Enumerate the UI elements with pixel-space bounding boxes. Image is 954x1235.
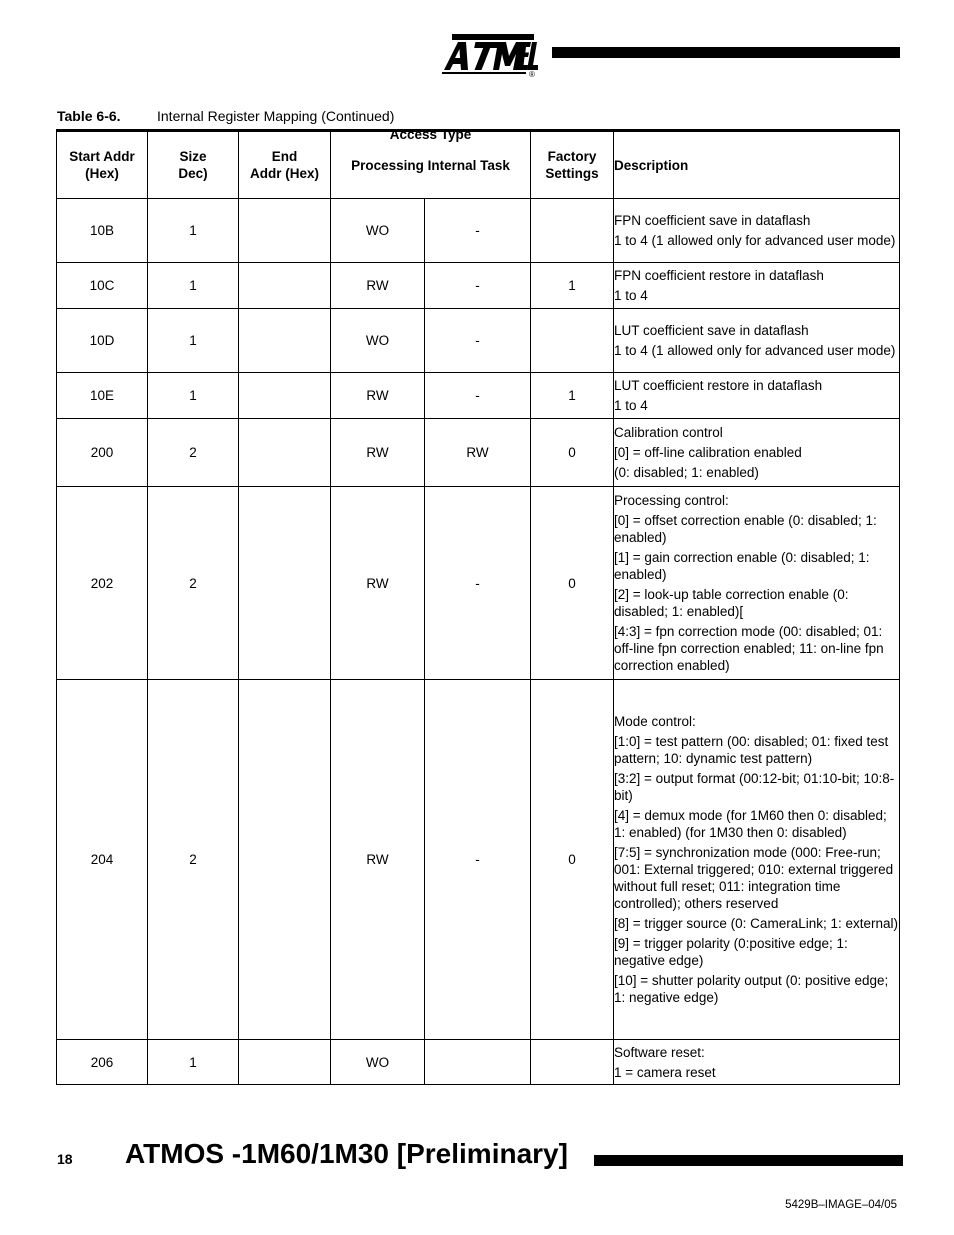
description-cell bbox=[614, 487, 900, 680]
processing-cell: RW bbox=[331, 419, 425, 487]
description-line: LUT coefficient save in dataflash bbox=[614, 323, 809, 338]
doc-title: ATMOS -1M60/1M30 [Preliminary] bbox=[125, 1138, 568, 1169]
internal-task-cell bbox=[425, 1040, 531, 1085]
size-cell: 1 bbox=[148, 1040, 239, 1085]
access-sub-label: Processing Internal Task bbox=[351, 157, 510, 173]
start-addr-cell: 10E bbox=[57, 373, 148, 419]
start-addr-cell: 200 bbox=[57, 419, 148, 487]
col-end-addr: End Addr (Hex) bbox=[239, 131, 331, 199]
description-cell bbox=[614, 373, 900, 419]
description-cell bbox=[614, 199, 900, 263]
processing-cell: WO bbox=[331, 309, 425, 373]
description-line: [1:0] = test pattern (00: disabled; 01: fixed test pattern; 10: dynamic test pattern) bbox=[614, 734, 889, 766]
description-line: Processing control: bbox=[614, 493, 729, 508]
start-addr-cell: 204 bbox=[57, 680, 148, 1040]
processing-cell: RW bbox=[331, 680, 425, 1040]
factory-cell bbox=[531, 309, 614, 373]
processing-cell: RW bbox=[331, 487, 425, 680]
description-line: 1 to 4 bbox=[614, 288, 648, 303]
description-line: [2] = look-up table correction enable (0: disabled; 1: enabled)[ bbox=[614, 587, 849, 619]
description-line: [0] = off-line calibration enabled bbox=[614, 445, 802, 460]
description-line: [9] = trigger polarity (0:positive edge; 1: negative edge) bbox=[614, 936, 848, 968]
processing-cell: RW bbox=[331, 373, 425, 419]
factory-cell: 1 bbox=[531, 263, 614, 309]
description-cell bbox=[614, 263, 900, 309]
doc-code: 5429B–IMAGE–04/05 bbox=[785, 1199, 897, 1211]
description-line: 1 to 4 (1 allowed only for advanced user mode) bbox=[614, 343, 896, 358]
size-cell: 2 bbox=[148, 487, 239, 680]
col-description: Description bbox=[614, 131, 900, 199]
table-row bbox=[57, 373, 900, 419]
size-cell: 1 bbox=[148, 263, 239, 309]
end-addr-cell bbox=[239, 373, 331, 419]
description-line: LUT coefficient restore in dataflash bbox=[614, 378, 823, 393]
description-line: [8] = trigger source (0: CameraLink; 1: external) bbox=[614, 916, 899, 931]
internal-task-cell: - bbox=[425, 373, 531, 419]
end-addr-cell bbox=[239, 263, 331, 309]
internal-task-cell: - bbox=[425, 199, 531, 263]
end-addr-cell bbox=[239, 419, 331, 487]
end-addr-cell bbox=[239, 487, 331, 680]
description-line: [3:2] = output format (00:12-bit; 01:10-bit; 10:8-bit) bbox=[614, 771, 895, 803]
table-title: Internal Register Mapping (Continued) bbox=[157, 108, 395, 124]
description-line: (0: disabled; 1: enabled) bbox=[614, 465, 759, 480]
register-table bbox=[56, 126, 900, 1085]
col-start-addr: Start Addr (Hex) bbox=[57, 131, 148, 199]
processing-cell: WO bbox=[331, 199, 425, 263]
factory-cell: 0 bbox=[531, 487, 614, 680]
processing-cell: RW bbox=[331, 263, 425, 309]
table-row bbox=[57, 199, 900, 263]
description-line: 1 = camera reset bbox=[614, 1064, 716, 1080]
table-row bbox=[57, 309, 900, 373]
size-cell: 1 bbox=[148, 309, 239, 373]
processing-cell: WO bbox=[331, 1040, 425, 1085]
header-rule bbox=[552, 47, 900, 58]
factory-cell bbox=[531, 199, 614, 263]
factory-cell bbox=[531, 1040, 614, 1085]
table-number: Table 6-6. bbox=[57, 108, 121, 124]
table-row bbox=[57, 1040, 900, 1085]
factory-cell: 0 bbox=[531, 419, 614, 487]
internal-task-cell: RW bbox=[425, 419, 531, 487]
description-line: Mode control: bbox=[614, 714, 696, 729]
factory-cell: 0 bbox=[531, 680, 614, 1040]
col-size: Size Dec) bbox=[148, 131, 239, 199]
end-addr-cell bbox=[239, 199, 331, 263]
description-line: Software reset: bbox=[614, 1044, 705, 1060]
size-cell: 1 bbox=[148, 199, 239, 263]
description-line: [4] = demux mode (for 1M60 then 0: disabled; 1: enabled) (for 1M30 then 0: disabled) bbox=[614, 808, 887, 840]
description-line: 1 to 4 bbox=[614, 398, 648, 413]
description-line: FPN coefficient save in dataflash bbox=[614, 213, 811, 228]
description-line: [10] = shutter polarity output (0: positive edge; 1: negative edge) bbox=[614, 973, 889, 1005]
table-row bbox=[57, 263, 900, 309]
description-cell bbox=[614, 419, 900, 487]
table-row bbox=[57, 419, 900, 487]
description-cell bbox=[614, 680, 900, 1040]
description-cell bbox=[614, 309, 900, 373]
page-number: 18 bbox=[57, 1151, 73, 1167]
internal-task-cell: - bbox=[425, 263, 531, 309]
description-line: [0] = offset correction enable (0: disabled; 1: enabled) bbox=[614, 513, 877, 545]
col-access-type bbox=[331, 126, 531, 199]
footer-rule bbox=[594, 1155, 903, 1166]
table-row bbox=[57, 487, 900, 680]
access-type-label: Access Type bbox=[389, 126, 472, 142]
end-addr-cell bbox=[239, 309, 331, 373]
end-addr-cell bbox=[239, 1040, 331, 1085]
description-line: [1] = gain correction enable (0: disabled; 1: enabled) bbox=[614, 550, 870, 582]
internal-task-cell: - bbox=[425, 680, 531, 1040]
start-addr-cell: 202 bbox=[57, 487, 148, 680]
start-addr-cell: 10D bbox=[57, 309, 148, 373]
internal-task-cell: - bbox=[425, 309, 531, 373]
description-line: [7:5] = synchronization mode (000: Free-run; 001: External triggered; 010: external triggered without full reset; 011: integration time controlled); others reserved bbox=[614, 845, 894, 911]
start-addr-cell: 206 bbox=[57, 1040, 148, 1085]
description-line: [4:3] = fpn correction mode (00: disabled; 01: off-line fpn correction enabled; 11: on-line fpn correction enabled) bbox=[614, 624, 884, 673]
start-addr-cell: 10C bbox=[57, 263, 148, 309]
description-cell bbox=[614, 1040, 900, 1085]
description-line: 1 to 4 (1 allowed only for advanced user mode) bbox=[614, 233, 896, 248]
internal-task-cell: - bbox=[425, 487, 531, 680]
size-cell: 2 bbox=[148, 680, 239, 1040]
start-addr-cell: 10B bbox=[57, 199, 148, 263]
col-factory: Factory Settings bbox=[531, 131, 614, 199]
table-header-row bbox=[57, 131, 900, 199]
factory-cell: 1 bbox=[531, 373, 614, 419]
registered-mark: ® bbox=[529, 70, 535, 78]
atmel-logo bbox=[438, 30, 538, 78]
size-cell: 2 bbox=[148, 419, 239, 487]
size-cell: 1 bbox=[148, 373, 239, 419]
description-line: FPN coefficient restore in dataflash bbox=[614, 268, 824, 283]
table-row bbox=[57, 680, 900, 1040]
description-line: Calibration control bbox=[614, 425, 723, 440]
end-addr-cell bbox=[239, 680, 331, 1040]
table-caption bbox=[57, 108, 394, 124]
